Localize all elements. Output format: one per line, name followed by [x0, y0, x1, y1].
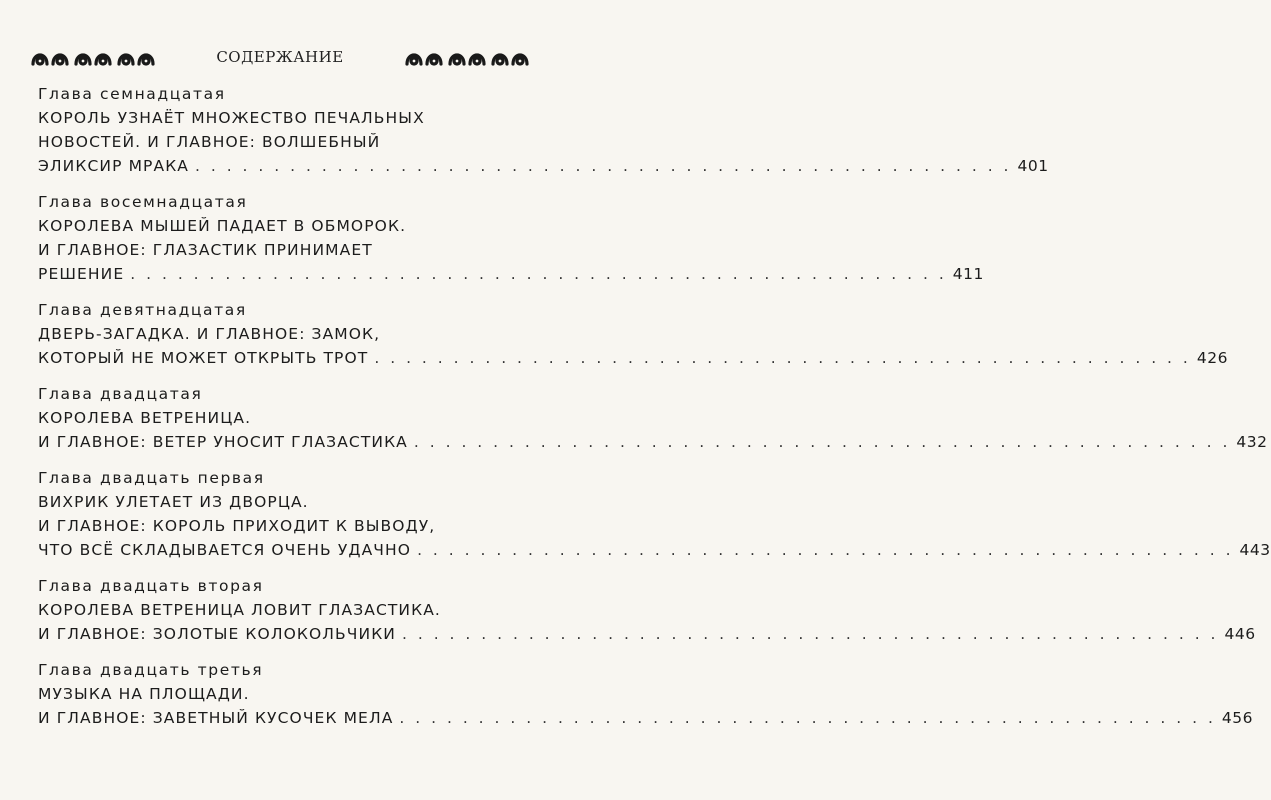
chapter-title-line: И ГЛАВНОЕ: КОРОЛЬ ПРИХОДИТ К ВЫВОДУ,	[38, 517, 436, 535]
chapter-title-line: И ГЛАВНОЕ: ЗОЛОТЫЕ КОЛОКОЛЬЧИКИ	[38, 625, 396, 643]
page-number: 443	[1239, 541, 1271, 559]
chapter-title-line: КОРОЛЕВА МЫШЕЙ ПАДАЕТ В ОБМОРОК.	[38, 217, 407, 235]
dot-leader: . . . . . . . . . . . . . . . . . . . . . . . . . . . . . . . . . . . . . . . . . . . . . . . . . . . .	[195, 157, 1012, 175]
chapter-last-line	[38, 622, 1256, 646]
toc-header	[30, 43, 530, 71]
chapter-title-line: КОТОРЫЙ НЕ МОЖЕТ ОТКРЫТЬ ТРОТ	[38, 349, 369, 367]
dot-leader: . . . . . . . . . . . . . . . . . . . . . . . . . . . . . . . . . . . . . . . . . . . . . . . . . . . .	[417, 541, 1234, 559]
toc-entry[interactable]	[38, 382, 1268, 454]
chapter-label: Глава двадцать первая	[38, 469, 265, 487]
chapter-last-line	[38, 538, 1271, 562]
toc-entry[interactable]	[38, 466, 1271, 562]
dot-leader: . . . . . . . . . . . . . . . . . . . . . . . . . . . . . . . . . . . . . . . . . . . . . . . . . . . .	[399, 709, 1216, 727]
dot-leader: . . . . . . . . . . . . . . . . . . . . . . . . . . . . . . . . . . . . . . . . . . . . . . . . . . . .	[413, 433, 1231, 451]
chapter-label: Глава двадцать вторая	[38, 577, 264, 595]
dot-leader: . . . . . . . . . . . . . . . . . . . . . . . . . . . . . . . . . . . . . . . . . . . . . . . . . . . .	[130, 265, 947, 283]
chapter-title-line: МУЗЫКА НА ПЛОЩАДИ.	[38, 685, 250, 703]
toc-list	[38, 82, 1271, 742]
page-number: 401	[1017, 157, 1049, 175]
chapter-last-line	[38, 346, 1228, 370]
right-ornament-icon	[404, 47, 530, 67]
chapter-title-line: КОРОЛЬ УЗНАЁТ МНОЖЕСТВО ПЕЧАЛЬНЫХ	[38, 109, 425, 127]
page-number: 411	[952, 265, 984, 283]
chapter-title-line: КОРОЛЕВА ВЕТРЕНИЦА.	[38, 409, 252, 427]
chapter-title-line: КОРОЛЕВА ВЕТРЕНИЦА ЛОВИТ ГЛАЗАСТИКА.	[38, 601, 441, 619]
chapter-title-line: ЭЛИКСИР МРАКА	[38, 157, 189, 175]
toc-entry[interactable]	[38, 82, 1049, 178]
chapter-label: Глава девятнадцатая	[38, 301, 247, 319]
left-ornament-icon	[30, 47, 156, 67]
page-number: 432	[1236, 433, 1268, 451]
chapter-label: Глава восемнадцатая	[38, 193, 248, 211]
chapter-last-line	[38, 262, 984, 286]
dot-leader: . . . . . . . . . . . . . . . . . . . . . . . . . . . . . . . . . . . . . . . . . . . . . . . . . . . .	[402, 625, 1219, 643]
chapter-label: Глава двадцать третья	[38, 661, 264, 679]
chapter-title-line: И ГЛАВНОЕ: ВЕТЕР УНОСИТ ГЛАЗАСТИКА	[38, 433, 408, 451]
page-number: 426	[1196, 349, 1228, 367]
chapter-title-line: ДВЕРЬ-ЗАГАДКА. И ГЛАВНОЕ: ЗАМОК,	[38, 325, 381, 343]
dot-leader: . . . . . . . . . . . . . . . . . . . . . . . . . . . . . . . . . . . . . . . . . . . . . . . . . . . .	[374, 349, 1191, 367]
page-number: 446	[1224, 625, 1256, 643]
chapter-title-line: ЧТО ВСЁ СКЛАДЫВАЕТСЯ ОЧЕНЬ УДАЧНО	[38, 541, 412, 559]
chapter-last-line	[38, 430, 1268, 454]
chapter-title-line: НОВОСТЕЙ. И ГЛАВНОЕ: ВОЛШЕБНЫЙ	[38, 133, 381, 151]
toc-entry[interactable]	[38, 190, 984, 286]
toc-entry[interactable]	[38, 298, 1228, 370]
page-number: 456	[1221, 709, 1253, 727]
chapter-label: Глава семнадцатая	[38, 85, 226, 103]
chapter-label: Глава двадцатая	[38, 385, 203, 403]
toc-entry[interactable]	[38, 658, 1253, 730]
chapter-title-line: И ГЛАВНОЕ: ЗАВЕТНЫЙ КУСОЧЕК МЕЛА	[38, 709, 394, 727]
chapter-last-line	[38, 154, 1049, 178]
chapter-last-line	[38, 706, 1253, 730]
chapter-title-line: И ГЛАВНОЕ: ГЛАЗАСТИК ПРИНИМАЕТ	[38, 241, 373, 259]
chapter-title-line: ВИХРИК УЛЕТАЕТ ИЗ ДВОРЦА.	[38, 493, 309, 511]
toc-entry[interactable]	[38, 574, 1256, 646]
chapter-title-line: РЕШЕНИЕ	[38, 265, 125, 283]
page-title: СОДЕРЖАНИЕ	[216, 48, 344, 66]
